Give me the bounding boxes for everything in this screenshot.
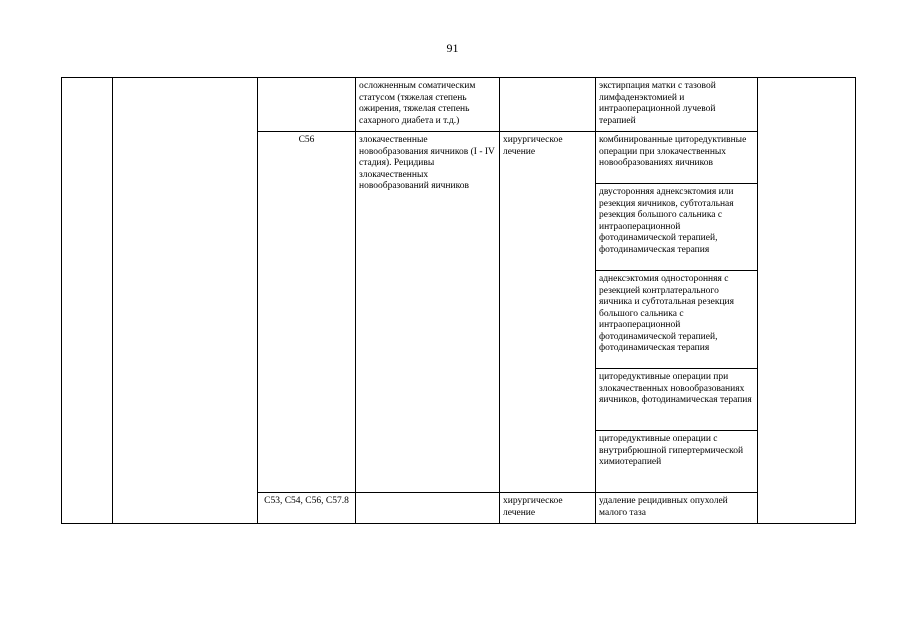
method-cell: двусторонняя аднексэктомия или резекция яичников, субтотальная резекция большого сальника с интраоперационной фотодинамической терапией, фотодинамическая терапия <box>596 184 758 271</box>
treatment-cell: хирургическое лечение <box>500 132 596 493</box>
method-cell: циторедуктивные операции с внутрибрюшной гипертермической химиотерапией <box>596 431 758 493</box>
code-cell <box>258 78 356 132</box>
diagnosis-cell: осложненным соматическим статусом (тяжелая степень ожирения, тяжелая степень сахарного диабета и т.д.) <box>356 78 500 132</box>
method-cell: экстирпация матки с тазовой лимфаденэктомией и интраоперационной лучевой терапией <box>596 78 758 132</box>
treatment-table <box>61 77 856 524</box>
method-cell: циторедуктивные операции при злокачественных новообразованиях яичников, фотодинамическая терапия <box>596 369 758 431</box>
method-cell: аднексэктомия односторонняя с резекцией контрлатерального яичника и субтотальная резекция большого сальника с интраоперационной фотодинамической терапией, фотодинамическая терапия <box>596 271 758 369</box>
diagnosis-cell: злокачественные новообразования яичников (I - IV стадия). Рецидивы злокачественных новообразований яичников <box>356 132 500 493</box>
table-row <box>62 78 856 132</box>
method-cell: удаление рецидивных опухолей малого таза <box>596 493 758 524</box>
code-cell: C53, C54, C56, C57.8 <box>258 493 356 524</box>
treatment-cell <box>500 78 596 132</box>
method-cell: комбинированные циторедуктивные операции при злокачественных новообразованиях яичников <box>596 132 758 184</box>
code-cell: C56 <box>258 132 356 493</box>
diagnosis-cell <box>356 493 500 524</box>
page-number: 91 <box>446 41 459 55</box>
empty-cell <box>62 78 113 524</box>
empty-cell <box>113 78 258 524</box>
empty-cell <box>758 78 856 524</box>
treatment-cell: хирургическое лечение <box>500 493 596 524</box>
